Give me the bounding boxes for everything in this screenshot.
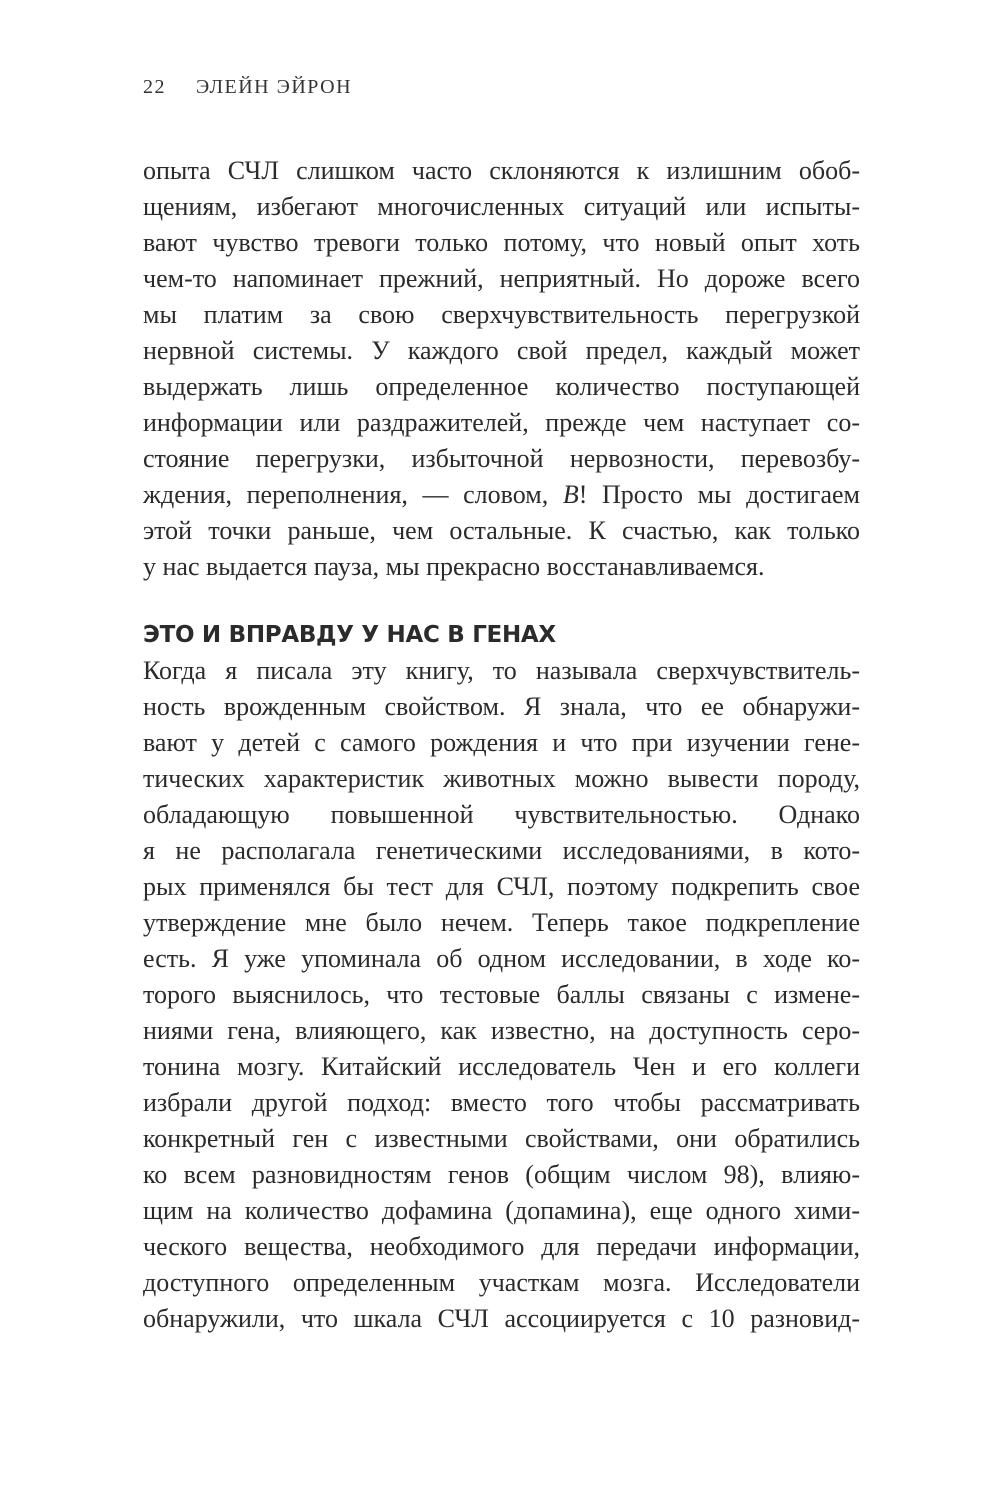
text-line: ждения, переполнения, — словом, В! Просто мы достигаем — [143, 480, 860, 509]
text-line: есть. Я уже упоминала об одном исследовании, в ходе ко- — [143, 944, 860, 973]
text-line: информации или раздражителей, прежде чем наступает со- — [143, 408, 860, 437]
running-head-author: ЭЛЕЙН ЭЙРОН — [196, 76, 353, 98]
text-line: у нас выдается пауза, мы прекрасно восстанавливаемся. — [143, 552, 765, 581]
emphasis-letter: В — [562, 480, 579, 509]
text-line: обладающую повышенной чувствительностью. Однако — [143, 800, 860, 829]
text-line: рых применялся бы тест для СЧЛ, поэтому подкрепить свое — [143, 872, 860, 901]
text-line: торого выяснилось, что тестовые баллы связаны с измене- — [143, 980, 860, 1009]
paragraph-1 — [143, 153, 860, 585]
text-line: конкретный ген с известными свойствами, они обратились — [143, 1124, 860, 1153]
page-number: 22 — [143, 76, 166, 98]
text-line: утверждение мне было нечем. Теперь такое подкрепление — [143, 908, 860, 937]
text-line: ниями гена, влияющего, как известно, на доступность серо- — [143, 1016, 860, 1045]
text-line: этой точки раньше, чем остальные. К счастью, как только — [143, 516, 860, 545]
text-line: обнаружили, что шкала СЧЛ ассоциируется с 10 разновид- — [143, 1304, 860, 1333]
paragraph-2 — [143, 653, 860, 1337]
text-line: тических характеристик животных можно вывести породу, — [143, 764, 860, 793]
text-line: вают чувство тревоги только потому, что новый опыт хоть — [143, 228, 860, 257]
text-line: стояние перегрузки, избыточной нервозности, перевозбу- — [143, 444, 860, 473]
text-line: доступного определенным участкам мозга. Исследователи — [143, 1268, 860, 1297]
text-line: ко всем разновидностям генов (общим числом 98), влияю- — [143, 1160, 860, 1189]
text-line: Когда я писала эту книгу, то называла сверхчувствитель- — [143, 656, 860, 685]
running-head — [143, 76, 352, 99]
text-line: избрали другой подход: вместо того чтобы рассматривать — [143, 1088, 860, 1117]
text-line: ность врожденным свойством. Я знала, что ее обнаружи- — [143, 692, 860, 721]
text-line: щениям, избегают многочисленных ситуаций или испыты- — [143, 192, 860, 221]
text-line: щим на количество дофамина (допамина), еще одного хими- — [143, 1196, 860, 1225]
text-line: тонина мозгу. Китайский исследователь Чен и его коллеги — [143, 1052, 860, 1081]
section-heading: ЭТО И ВПРАВДУ У НАС В ГЕНАХ — [143, 622, 556, 648]
text-line: опыта СЧЛ слишком часто склоняются к излишним обоб- — [143, 156, 860, 185]
text-line: я не располагала генетическими исследованиями, в кото- — [143, 836, 860, 865]
text-line: выдержать лишь определенное количество поступающей — [143, 372, 860, 401]
text-line: нервной системы. У каждого свой предел, каждый может — [143, 336, 860, 365]
text-line: вают у детей с самого рождения и что при изучении гене- — [143, 728, 860, 757]
text-line: чем-то напоминает прежний, неприятный. Но дороже всего — [143, 264, 860, 293]
text-line: мы платим за свою сверхчувствительность перегрузкой — [143, 300, 860, 329]
text-line: ческого вещества, необходимого для передачи информации, — [143, 1232, 860, 1261]
